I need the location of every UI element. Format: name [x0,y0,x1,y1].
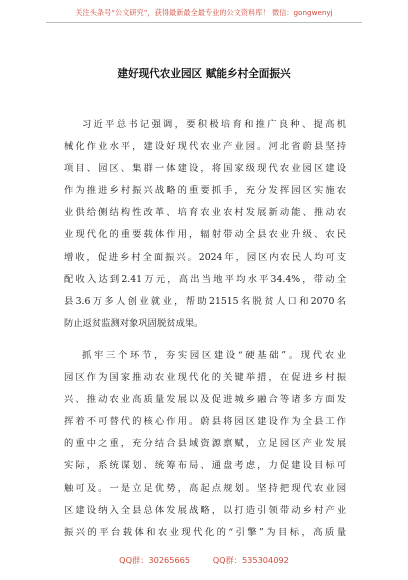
text-line: 习近平总书记强调，要积极培育和推广良种、提高机 [82,119,346,130]
text-line: 增收，促进乡村全面振兴。2024年，园区内农民人均可支 [64,251,346,263]
text-line: 挥着不可替代的核心作用。蔚县将园区建设作为全县工作 [64,416,346,428]
text-line: 项目、园区、集群一体建设，将国家级现代农业园区建设 [64,163,346,175]
document-body [64,114,346,544]
footer-qq-group-1: QQ群：30265665 [119,555,191,565]
paragraph-1 [64,114,346,335]
text-line: 兴、推动农业高质量发展以及促进城乡融合等诸多方面发 [64,394,346,406]
text-line: 业供给侧结构性改革、培育农业农村发展新动能、推动农 [64,207,346,219]
paragraph-gap [64,335,346,345]
document-title: 建好现代农业园区 赋能乡村全面振兴 [117,68,291,80]
text-line: 作为推进乡村振兴战略的重要抓手，充分发挥园区实施农 [64,185,346,197]
text-line: 实际，系统谋划、统筹布局、通盘考虑，力促建设目标可 [64,460,346,472]
text-line: 园区作为国家推动农业现代化的关键举措，在促进乡村振 [64,372,346,384]
text-line: 的重中之重，充分结合县域资源禀赋，立足园区产业发展 [64,438,346,450]
footer [0,555,408,566]
text-line: 区建设纳入全县总体发展战略，以打造引领带动乡村产业 [64,504,346,516]
paragraph-2 [64,345,346,544]
text-line: 械化作业水平，建设好现代农业产业园。河北省蔚县坚持 [64,141,346,153]
header-divider [46,22,362,23]
text-line: 振兴的平台载体和农业现代化的“引擎”为目标，高质量 [64,526,346,538]
footer-qq-group-2: QQ群：535304092 [212,555,289,565]
text-line: 防止返贫监测对象巩固脱贫成果。 [64,317,204,329]
text-line: 县3.6万多人创业就业，帮助21515名脱贫人口和2070名 [64,295,346,307]
top-banner: 关注头条号“公文研究”，获得最新最全最专业的公文资料库！ 微信：gongwenyj [75,8,333,17]
text-line: 配收入达到2.41万元，高出当地平均水平34.4%，带动全 [64,273,346,285]
text-line: 触可及。一是立足优势，高起点规划。坚持把现代农业园 [64,482,346,494]
text-line: 业现代化的重要载体作用，辐射带动全县农业升级、农民 [64,229,346,241]
text-line: 抓牢三个环节，夯实园区建设“硬基础”。现代农业 [82,349,346,361]
